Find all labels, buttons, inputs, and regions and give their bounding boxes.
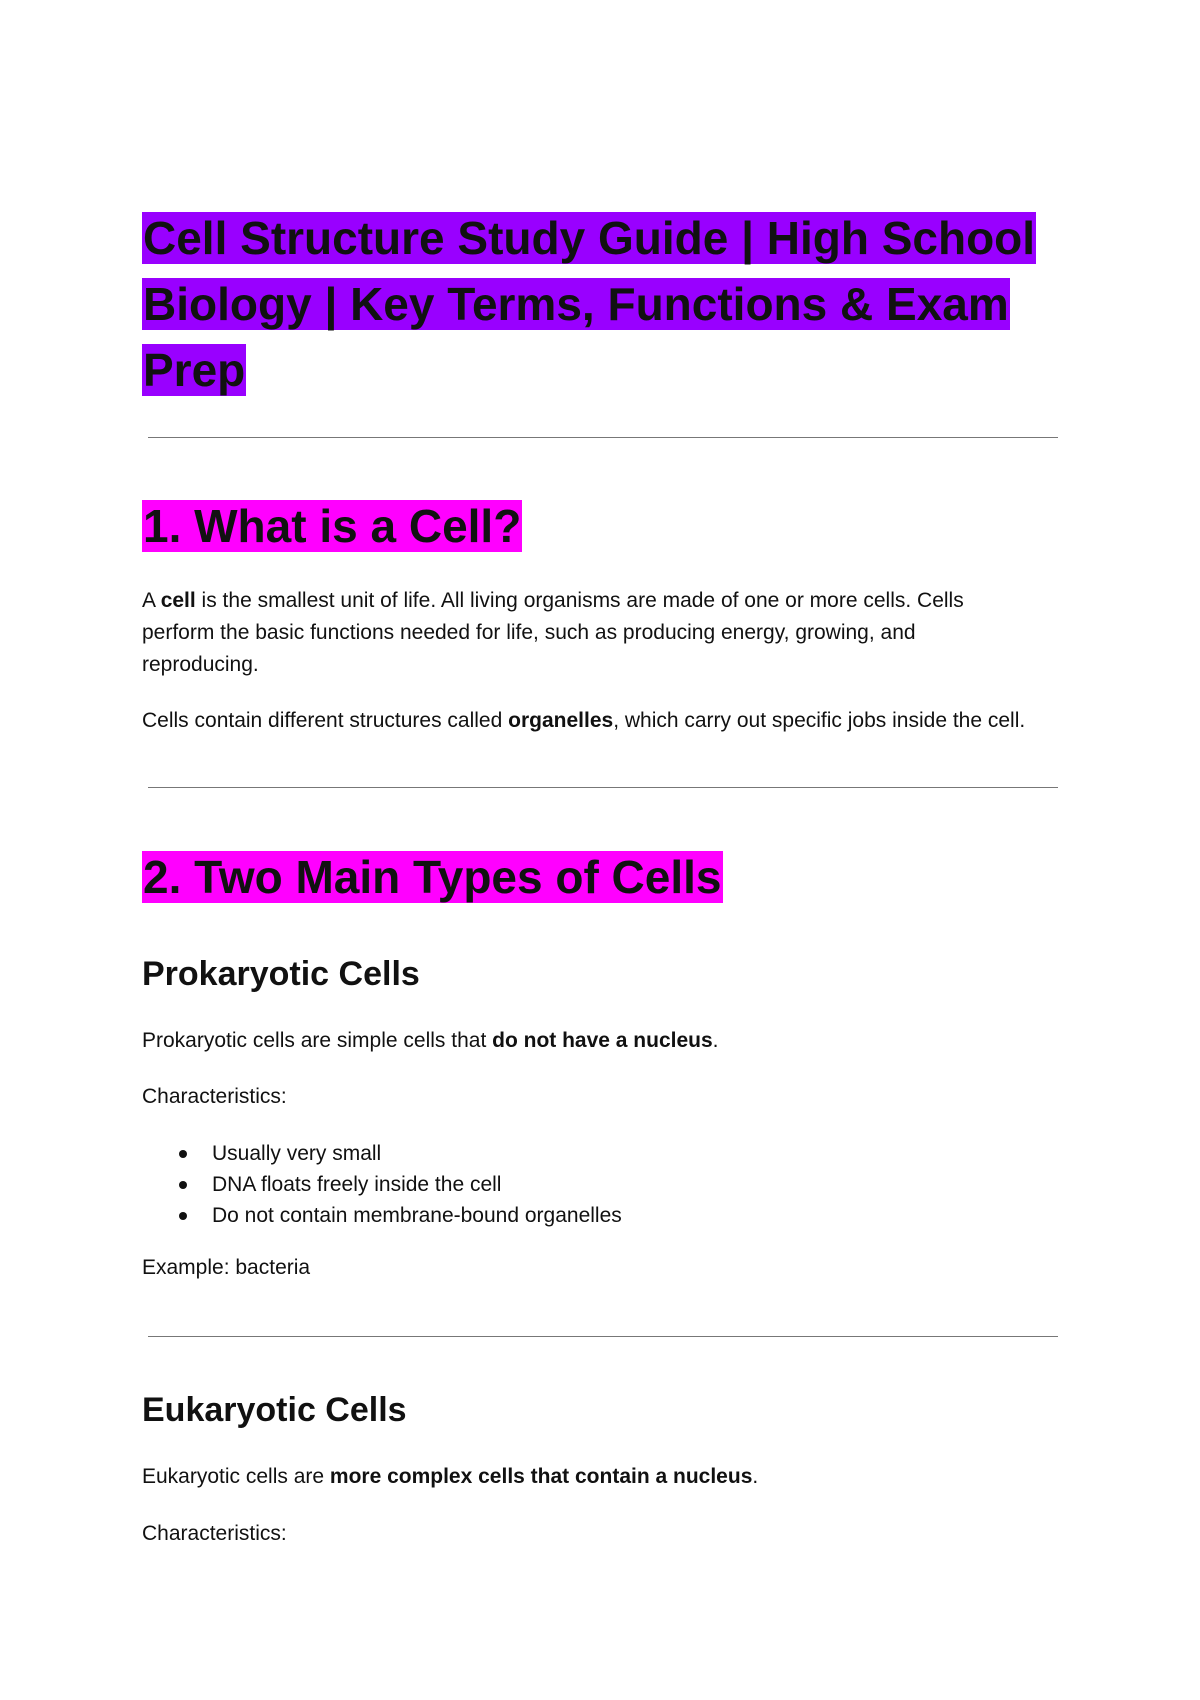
text-run: Eukaryotic cells are bbox=[142, 1465, 330, 1488]
section-1-heading bbox=[142, 498, 522, 554]
prokaryotic-example: Example: bacteria bbox=[142, 1256, 311, 1279]
bullet-icon bbox=[179, 1181, 187, 1189]
bullet-icon bbox=[179, 1212, 187, 1220]
section-2-heading-text: 2. Two Main Types of Cells bbox=[143, 851, 722, 903]
text-run: is the smallest unit of life. All living organisms are made of one or more cells. Cells perform the basic functions needed for life, such as producing energy, growing, and reproducing. bbox=[142, 589, 964, 676]
list-item-text: Do not contain membrane-bound organelles bbox=[212, 1204, 622, 1227]
bold-term-organelles: organelles bbox=[508, 709, 614, 732]
section-1-heading-text: 1. What is a Cell? bbox=[143, 500, 522, 552]
bullet-icon bbox=[179, 1150, 187, 1158]
section-1-paragraph-1 bbox=[142, 585, 1002, 681]
document-title-text: Cell Structure Study Guide | High School Biology | Key Terms, Functions & Exam Prep bbox=[143, 212, 1036, 396]
section-1-paragraph-2 bbox=[142, 705, 1062, 737]
prokaryotic-characteristics-label: Characteristics: bbox=[142, 1085, 287, 1108]
text-run: . bbox=[752, 1465, 759, 1488]
list-item bbox=[142, 1169, 622, 1200]
document-title bbox=[142, 205, 1042, 403]
bold-phrase: more complex cells that contain a nucleus bbox=[329, 1465, 753, 1488]
text-run: Cells contain different structures called bbox=[142, 709, 509, 732]
bold-phrase: do not have a nucleus bbox=[492, 1029, 713, 1052]
text-run: Prokaryotic cells are simple cells that bbox=[142, 1029, 493, 1052]
eukaryotic-characteristics-label: Characteristics: bbox=[142, 1522, 287, 1545]
eukaryotic-heading: Eukaryotic Cells bbox=[142, 1391, 407, 1429]
text-run: A bbox=[142, 589, 161, 612]
list-item bbox=[142, 1138, 622, 1169]
divider bbox=[148, 787, 1058, 788]
divider bbox=[148, 437, 1058, 438]
list-item-text: DNA floats freely inside the cell bbox=[212, 1173, 502, 1196]
prokaryotic-intro bbox=[142, 1025, 1062, 1057]
list-item bbox=[142, 1200, 622, 1231]
prokaryotic-heading: Prokaryotic Cells bbox=[142, 955, 420, 993]
divider bbox=[148, 1336, 1058, 1337]
bold-term-cell: cell bbox=[160, 589, 196, 612]
list-item-text: Usually very small bbox=[212, 1142, 382, 1165]
eukaryotic-intro bbox=[142, 1461, 1062, 1493]
section-2-heading bbox=[142, 849, 723, 905]
prokaryotic-characteristics-list bbox=[142, 1138, 622, 1231]
text-run: . bbox=[712, 1029, 719, 1052]
document-page bbox=[142, 205, 1062, 1545]
text-run: , which carry out specific jobs inside the cell. bbox=[613, 709, 1026, 732]
